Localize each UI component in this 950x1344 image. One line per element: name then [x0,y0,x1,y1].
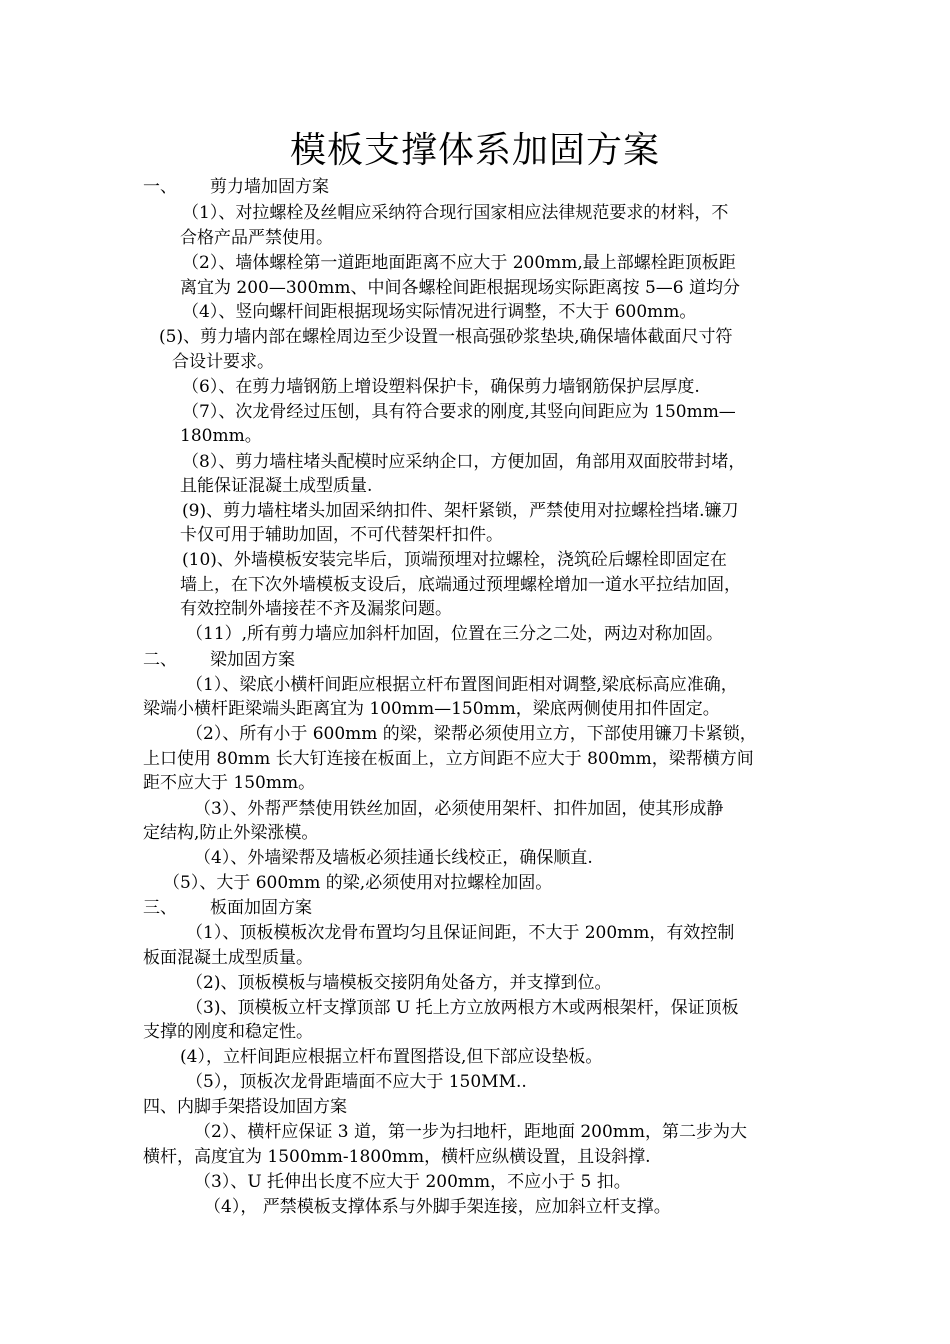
paragraph-line: 且能保证混凝土成型质量. [180,476,373,496]
section-number: 四、 [143,1097,177,1117]
paragraph-line: (9)、剪力墙柱堵头加固采纳扣件、架杆紧锁，严禁使用对拉螺栓挡堵.镰刀 [182,501,739,521]
paragraph-line: 合设计要求。 [172,352,274,372]
section-number: 三、 [143,898,177,918]
paragraph-line: （5）、大于 600mm 的梁,必须使用对拉螺栓加固。 [163,873,553,893]
paragraph-line: （4）、外墙梁帮及墙板必须挂通长线校正，确保顺直. [194,848,593,868]
paragraph-line: （3）、U 托伸出长度不应大于 200mm，不应小于 5 扣。 [194,1172,631,1192]
paragraph-line: （2）、横杆应保证 3 道，第一步为扫地杆，距地面 200mm，第二步为大 [194,1122,748,1142]
paragraph-line: （1）、梁底小横杆间距应根据立杆布置图间距相对调整,梁底标高应准确， [186,675,738,695]
paragraph-line: 卡仅可用于辅助加固，不可代替架杆扣件。 [180,525,503,545]
document-title: 模板支撑体系加固方案 [289,130,660,171]
paragraph-line: 有效控制外墙接茬不齐及漏浆问题。 [180,599,452,619]
section-heading [143,175,329,199]
paragraph-line: 合格产品严禁使用。 [180,228,333,248]
section-title: 板面加固方案 [210,898,312,918]
section-title: 剪力墙加固方案 [210,177,329,197]
paragraph-line: (10)、外墙模板安装完毕后，顶端预埋对拉螺栓，浇筑砼后螺栓即固定在 [182,550,727,570]
paragraph-line: 横杆，高度宜为 1500mm-1800mm，横杆应纵横设置，且设斜撑. [143,1147,651,1167]
section-title: 梁加固方案 [210,650,295,670]
paragraph-line: （5），顶板次龙骨距墙面不应大于 150MM.. [186,1072,527,1092]
paragraph-line: （11）,所有剪力墙应加斜杆加固，位置在三分之二处，两边对称加固。 [186,624,724,644]
paragraph-line: (5)、剪力墙内部在螺栓周边至少设置一根高强砂浆垫块,确保墙体截面尺寸符 [159,327,733,347]
section-number: 二、 [143,650,177,670]
paragraph-line: （7）、次龙骨经过压刨，具有符合要求的刚度,其竖向间距应为 150mm— [182,402,736,422]
section-heading [143,896,312,920]
paragraph-line: （8）、剪力墙柱堵头配模时应采纳企口，方便加固，角部用双面胶带封堵， [182,452,746,472]
paragraph-line: 180mm。 [180,426,262,446]
section-heading [143,1095,347,1119]
paragraph-line: 离宜为 200—300mm、中间各螺栓间距根据现场实际距离按 5—6 道均分 [180,278,740,298]
paragraph-line: (4），立杆间距应根据立杆布置图搭设,但下部应设垫板。 [180,1047,603,1067]
section-heading [143,648,295,672]
paragraph-line: （2）、所有小于 600mm 的梁，梁帮必须使用立方，下部使用镰刀卡紧锁， [186,724,757,744]
paragraph-line: （2)、顶板模板与墙模板交接阴角处备方，并支撑到位。 [186,973,612,993]
paragraph-line: （4）、竖向螺杆间距根据现场实际情况进行调整，不大于 600mm。 [182,302,697,322]
paragraph-line: （3)、顶模板立杆支撑顶部 U 托上方立放两根方木或两根架杆，保证顶板 [186,998,739,1018]
paragraph-line: 上口使用 80mm 长大钉连接在板面上，立方间距不应大于 800mm，梁帮横方间 [143,749,754,769]
paragraph-line: （2）、墙体螺栓第一道距地面距离不应大于 200mm,最上部螺栓距顶板距 [182,253,736,273]
section-number: 一、 [143,177,177,197]
paragraph-line: （6）、在剪力墙钢筋上增设塑料保护卡，确保剪力墙钢筋保护层厚度. [182,377,700,397]
paragraph-line: 墙上，在下次外墙模板支设后，底端通过预埋螺栓增加一道水平拉结加固， [180,575,741,595]
paragraph-line: （3）、外帮严禁使用铁丝加固，必须使用架杆、扣件加固，使其形成静 [194,799,724,819]
paragraph-line: 梁端小横杆距梁端头距离宜为 100mm—150mm，梁底两侧使用扣件固定。 [143,699,720,719]
paragraph-line: （1）、对拉螺栓及丝帽应采纳符合现行国家相应法律规范要求的材料，不 [182,203,729,223]
paragraph-line: 板面混凝土成型质量。 [143,948,313,968]
paragraph-line: （4）， 严禁模板支撑体系与外脚手架连接，应加斜立杆支撑。 [204,1197,671,1217]
paragraph-line: 距不应大于 150mm。 [143,773,316,793]
section-title: 内脚手架搭设加固方案 [177,1097,347,1117]
paragraph-line: 支撑的刚度和稳定性。 [143,1022,313,1042]
paragraph-line: 定结构,防止外梁涨模。 [143,823,319,843]
paragraph-line: （1）、顶板模板次龙骨布置均匀且保证间距，不大于 200mm，有效控制 [186,923,735,943]
